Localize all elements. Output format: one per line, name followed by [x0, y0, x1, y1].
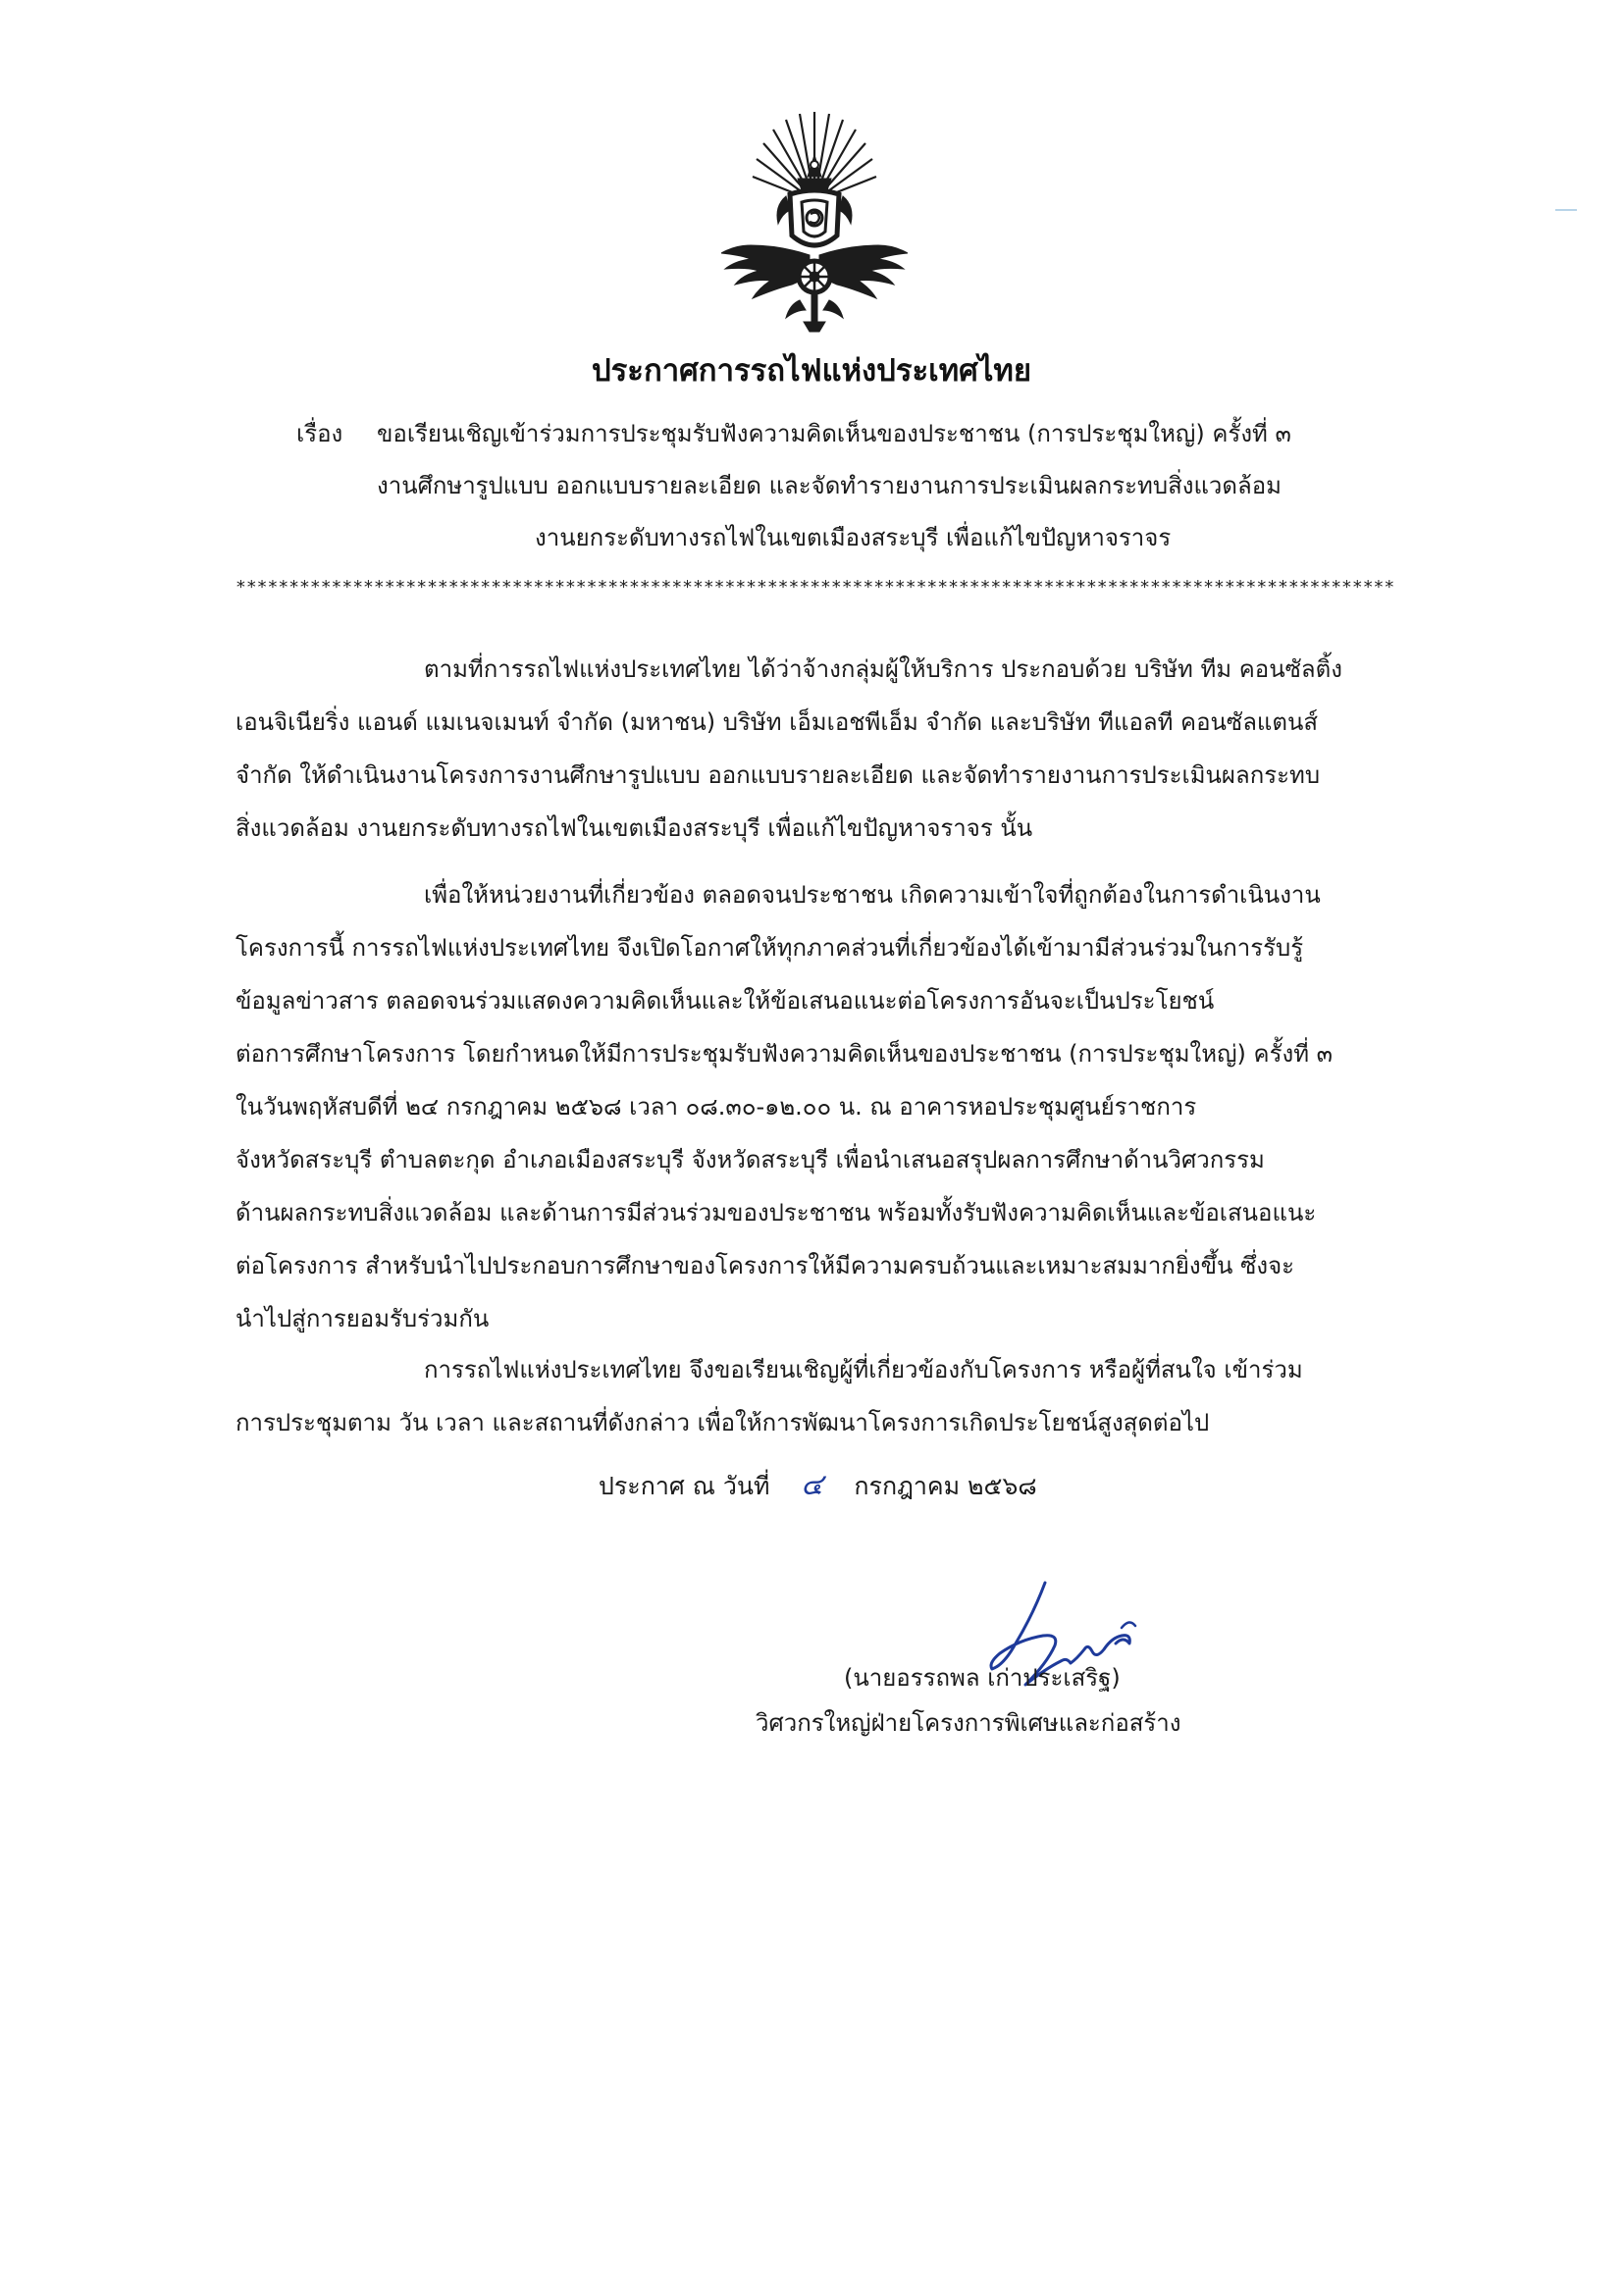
- paragraph-2-line-9: นำไปสู่การยอมรับร่วมกัน: [236, 1305, 490, 1332]
- separator-line: *************************************************************************************************************: [236, 577, 1395, 598]
- subject-line-2: งานศึกษารูปแบบ ออกแบบรายละเอียด และจัดทำรายงานการประเมินผลกระทบสิ่งแวดล้อม: [377, 472, 1282, 499]
- subject-line-1: ขอเรียนเชิญเข้าร่วมการประชุมรับฟังความคิดเห็นของประชาชน (การประชุมใหญ่) ครั้งที่ ๓: [377, 420, 1291, 447]
- signatory-position: วิศวกรใหญ่ฝ่ายโครงการพิเศษและก่อสร้าง: [756, 1709, 1181, 1737]
- announcement-day: ๔: [801, 1468, 823, 1502]
- paragraph-1-line-4: สิ่งแวดล้อม งานยกระดับทางรถไฟในเขตเมืองสระบุรี เพื่อแก้ไขปัญหาจราจร นั้น: [236, 814, 1033, 842]
- paragraph-2-line-1: เพื่อให้หน่วยงานที่เกี่ยวข้อง ตลอดจนประชาชน เกิดความเข้าใจที่ถูกต้องในการดำเนินงาน: [424, 881, 1321, 909]
- paragraph-2-line-6: จังหวัดสระบุรี ตำบลตะกุด อำเภอเมืองสระบุรี จังหวัดสระบุรี เพื่อนำเสนอสรุปผลการศึกษาด้านวิศวกรรม: [236, 1146, 1265, 1174]
- paragraph-1-line-3: จำกัด ให้ดำเนินงานโครงการงานศึกษารูปแบบ ออกแบบรายละเอียด และจัดทำรายงานการประเมินผลกระทบ: [236, 761, 1321, 789]
- paragraph-1-line-2: เอนจิเนียริ่ง แอนด์ แมเนจเมนท์ จำกัด (มหาชน) บริษัท เอ็มเอชพีเอ็ม จำกัด และบริษัท ทีแอลที คอนซัลแตนส์: [236, 708, 1319, 736]
- railway-emblem-icon: [721, 108, 908, 334]
- paragraph-2-line-5: ในวันพฤหัสบดีที่ ๒๔ กรกฎาคม ๒๕๖๘ เวลา ๐๘.๓๐-๑๒.๐๐ น. ณ อาคารหอประชุมศูนย์ราชการ: [236, 1093, 1197, 1121]
- paragraph-2-line-3: ข้อมูลข่าวสาร ตลอดจนร่วมแสดงความคิดเห็นและให้ข้อเสนอแนะต่อโครงการอันจะเป็นประโยชน์: [236, 987, 1215, 1015]
- paragraph-2-line-7: ด้านผลกระทบสิ่งแวดล้อม และด้านการมีส่วนร่วมของประชาชน พร้อมทั้งรับฟังความคิดเห็นและข้อเสนอแนะ: [236, 1199, 1317, 1226]
- announcement-date: [599, 1462, 1037, 1508]
- paragraph-2-line-2: โครงการนี้ การรถไฟแห่งประเทศไทย จึงเปิดโอกาศให้ทุกภาคส่วนที่เกี่ยวข้องได้เข้ามามีส่วนร่วมในการรับรู้: [236, 934, 1304, 962]
- paragraph-3-line-2: การประชุมตาม วัน เวลา และสถานที่ดังกล่าว เพื่อให้การพัฒนาโครงการเกิดประโยชน์สูงสุดต่อไป: [236, 1409, 1210, 1436]
- paragraph-2-line-8: ต่อโครงการ สำหรับนำไปประกอบการศึกษาของโครงการให้มีความครบถ้วนและเหมาะสมมากยิ่งขึ้น ซึ่งจะ: [236, 1252, 1295, 1279]
- paragraph-2-line-4: ต่อการศึกษาโครงการ โดยกำหนดให้มีการประชุมรับฟังความคิดเห็นของประชาชน (การประชุมใหญ่) ครั้งที่ ๓: [236, 1040, 1334, 1068]
- scan-artifact: [1555, 209, 1577, 211]
- paragraph-1-line-1: ตามที่การรถไฟแห่งประเทศไทย ได้ว่าจ้างกลุ่มผู้ให้บริการ ประกอบด้วย บริษัท ทีม คอนซัลติ้ง: [424, 655, 1342, 683]
- announcement-month-year: กรกฎาคม ๒๕๖๘: [854, 1472, 1037, 1500]
- subject-line-3: งานยกระดับทางรถไฟในเขตเมืองสระบุรี เพื่อแก้ไขปัญหาจราจร: [535, 524, 1172, 551]
- signatory-name: (นายอรรถพล เก่าประเสริฐ): [844, 1664, 1121, 1692]
- subject-label: เรื่อง: [296, 420, 343, 447]
- paragraph-3-line-1: การรถไฟแห่งประเทศไทย จึงขอเรียนเชิญผู้ที่เกี่ยวข้องกับโครงการ หรือผู้ที่สนใจ เข้าร่วม: [424, 1356, 1303, 1383]
- announcement-date-prefix: ประกาศ ณ วันที่: [599, 1472, 770, 1500]
- document-title: ประกาศการรถไฟแห่งประเทศไทย: [591, 353, 1032, 389]
